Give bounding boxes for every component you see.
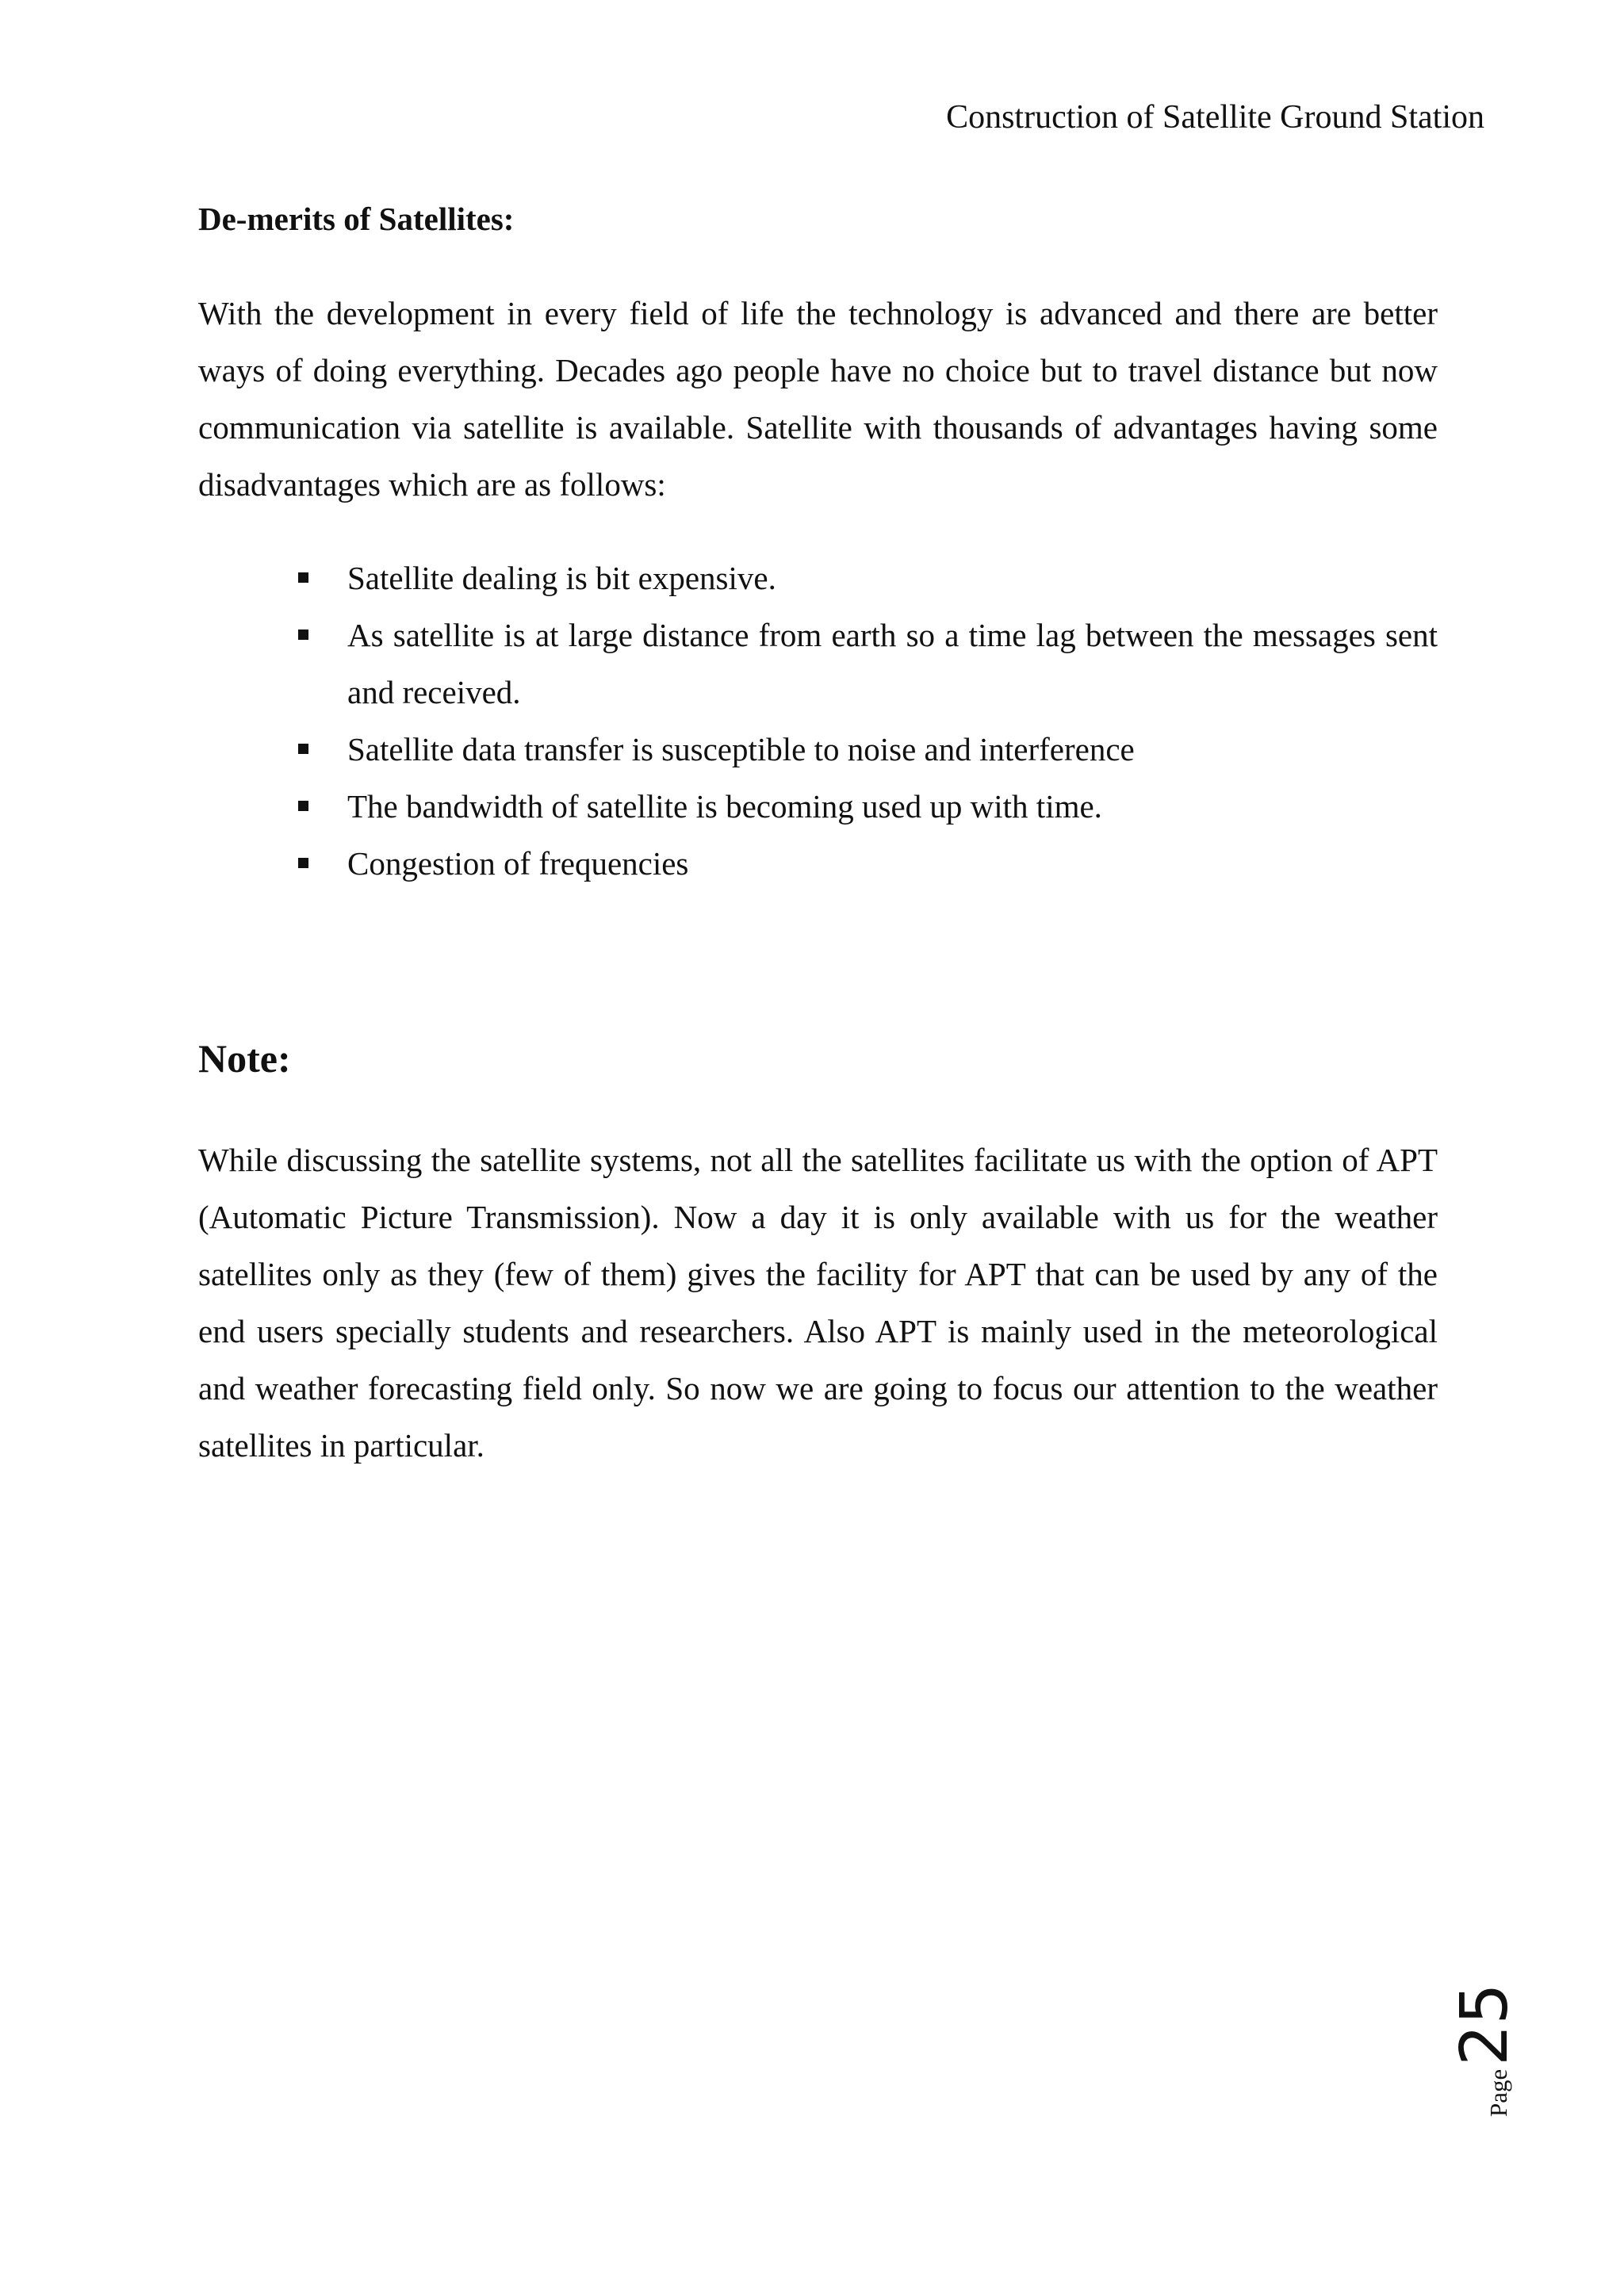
- list-item: [298, 835, 1438, 892]
- page-number-value: 25: [1447, 1983, 1522, 2066]
- list-item: [298, 721, 1438, 778]
- intro-paragraph: With the development in every field of life the technology is advanced and there are better ways of doing everything. Decades ago people have no choice but to travel distance but now communication via satellite is available. Satellite with thousands of advantages having some disadvantages which are as follows:: [198, 295, 1438, 503]
- running-header: Construction of Satellite Ground Station: [946, 99, 1484, 136]
- square-bullet-icon: [298, 858, 308, 868]
- square-bullet-icon: [298, 572, 308, 583]
- section-heading-demerits: De-merits of Satellites:: [198, 201, 515, 237]
- square-bullet-icon: [298, 629, 308, 640]
- page-number: [1447, 1966, 1529, 2117]
- list-item-text: Satellite dealing is bit expensive.: [347, 560, 776, 596]
- square-bullet-icon: [298, 801, 308, 811]
- list-item: [298, 778, 1438, 835]
- list-item: [298, 549, 1438, 607]
- list-item: [298, 607, 1438, 721]
- list-item-text: Satellite data transfer is susceptible to noise and interference: [347, 731, 1135, 767]
- disadvantages-list: [298, 549, 1438, 892]
- note-heading: Note:: [198, 1036, 291, 1081]
- list-item-text: Congestion of frequencies: [347, 845, 689, 882]
- list-item-text: As satellite is at large distance from earth so a time lag between the messages sent and received.: [347, 617, 1438, 710]
- list-item-text: The bandwidth of satellite is becoming used up with time.: [347, 788, 1102, 825]
- page-number-rotated-group: [1447, 1966, 1529, 2117]
- page-label: Page: [1484, 2068, 1512, 2117]
- square-bullet-icon: [298, 744, 308, 754]
- note-paragraph: While discussing the satellite systems, not all the satellites facilitate us with the option of APT (Automatic Picture Transmission). Now a day it is only available with us for the weather satellites only as they (few of them) gives the facility for APT that can be used by any of the end users specially students and researchers. Also APT is mainly used in the meteorological and weather forecasting field only. So now we are going to focus our attention to the weather satellites in particular.: [198, 1142, 1438, 1464]
